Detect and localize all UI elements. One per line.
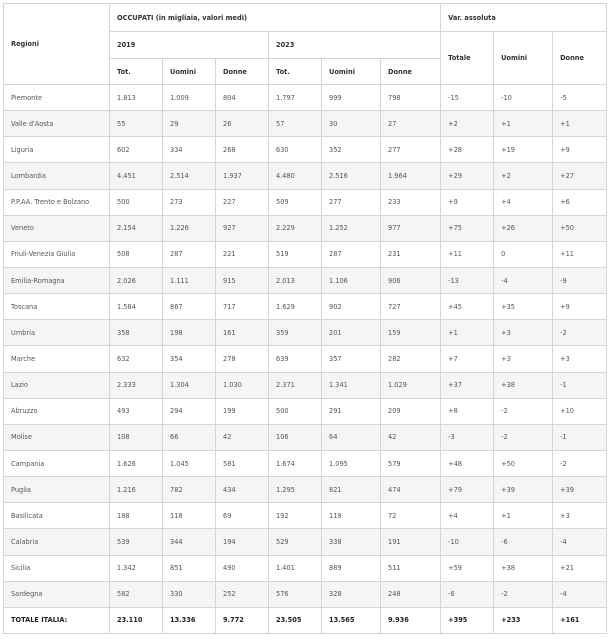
table-row: [4, 320, 607, 346]
value-cell: 1.095: [322, 450, 381, 476]
region-name: Lombardia: [4, 163, 110, 189]
header-2019-uomini: Uomini: [163, 59, 216, 85]
value-cell: 1.937: [216, 163, 269, 189]
value-cell: +6: [553, 189, 607, 215]
value-cell: 252: [216, 581, 269, 607]
value-cell: 108: [110, 424, 163, 450]
value-cell: 4.480: [269, 163, 322, 189]
value-cell: 2.371: [269, 372, 322, 398]
value-cell: 13.336: [163, 607, 216, 633]
value-cell: +3: [494, 320, 553, 346]
table-row: [4, 372, 607, 398]
value-cell: 277: [381, 137, 441, 163]
value-cell: 64: [322, 424, 381, 450]
region-name: TOTALE ITALIA:: [4, 607, 110, 633]
value-cell: 1.029: [381, 372, 441, 398]
region-name: Toscana: [4, 294, 110, 320]
employment-table: [3, 3, 607, 634]
value-cell: 576: [269, 581, 322, 607]
value-cell: 221: [216, 241, 269, 267]
value-cell: 782: [163, 477, 216, 503]
value-cell: 1.342: [110, 555, 163, 581]
region-name: Abruzzo: [4, 398, 110, 424]
value-cell: +50: [553, 215, 607, 241]
region-name: Puglia: [4, 477, 110, 503]
table-row: [4, 137, 607, 163]
region-name: Emilia-Romagna: [4, 267, 110, 293]
value-cell: 821: [322, 477, 381, 503]
value-cell: 227: [216, 189, 269, 215]
value-cell: +39: [494, 477, 553, 503]
value-cell: +26: [494, 215, 553, 241]
value-cell: 539: [110, 529, 163, 555]
value-cell: +29: [441, 163, 494, 189]
value-cell: +59: [441, 555, 494, 581]
value-cell: 198: [163, 320, 216, 346]
table-row: [4, 111, 607, 137]
table-row: [4, 503, 607, 529]
value-cell: +3: [494, 346, 553, 372]
value-cell: 352: [322, 137, 381, 163]
value-cell: 119: [322, 503, 381, 529]
value-cell: 233: [381, 189, 441, 215]
value-cell: 867: [163, 294, 216, 320]
value-cell: -6: [494, 529, 553, 555]
value-cell: 500: [110, 189, 163, 215]
value-cell: 500: [269, 398, 322, 424]
value-cell: 1.009: [163, 85, 216, 111]
value-cell: 474: [381, 477, 441, 503]
value-cell: 13.565: [322, 607, 381, 633]
value-cell: +3: [553, 503, 607, 529]
value-cell: 727: [381, 294, 441, 320]
value-cell: 291: [322, 398, 381, 424]
value-cell: 2.026: [110, 267, 163, 293]
value-cell: +1: [494, 111, 553, 137]
header-var-assoluta: Var. assoluta: [441, 4, 607, 32]
value-cell: 42: [381, 424, 441, 450]
table-row: [4, 241, 607, 267]
value-cell: -1: [553, 424, 607, 450]
value-cell: 199: [216, 398, 269, 424]
value-cell: 977: [381, 215, 441, 241]
value-cell: 358: [110, 320, 163, 346]
value-cell: 118: [163, 503, 216, 529]
region-name: Molise: [4, 424, 110, 450]
value-cell: 581: [216, 450, 269, 476]
value-cell: 191: [381, 529, 441, 555]
value-cell: +9: [441, 189, 494, 215]
value-cell: -15: [441, 85, 494, 111]
value-cell: 30: [322, 111, 381, 137]
region-name: Piemonte: [4, 85, 110, 111]
table-row: [4, 346, 607, 372]
value-cell: 26: [216, 111, 269, 137]
header-2019-tot: Tot.: [110, 59, 163, 85]
value-cell: 902: [322, 294, 381, 320]
value-cell: 1.797: [269, 85, 322, 111]
region-name: P.P.AA. Trento e Bolzano: [4, 189, 110, 215]
region-name: Umbria: [4, 320, 110, 346]
value-cell: +4: [441, 503, 494, 529]
value-cell: 434: [216, 477, 269, 503]
value-cell: +9: [553, 294, 607, 320]
value-cell: 106: [269, 424, 322, 450]
value-cell: +19: [494, 137, 553, 163]
value-cell: 27: [381, 111, 441, 137]
value-cell: 717: [216, 294, 269, 320]
value-cell: 1.226: [163, 215, 216, 241]
region-name: Lazio: [4, 372, 110, 398]
header-var-donne: Donne: [553, 32, 607, 85]
value-cell: 906: [381, 267, 441, 293]
value-cell: 1.629: [269, 294, 322, 320]
value-cell: +3: [553, 346, 607, 372]
value-cell: 277: [322, 189, 381, 215]
value-cell: +2: [494, 163, 553, 189]
region-name: Basilicata: [4, 503, 110, 529]
value-cell: +1: [553, 111, 607, 137]
value-cell: -2: [553, 450, 607, 476]
table-body: [4, 85, 607, 634]
value-cell: 354: [163, 346, 216, 372]
table-row: [4, 215, 607, 241]
table-row: [4, 85, 607, 111]
value-cell: 188: [110, 503, 163, 529]
value-cell: +11: [553, 241, 607, 267]
table-row: [4, 189, 607, 215]
total-row: [4, 607, 607, 633]
value-cell: 2.333: [110, 372, 163, 398]
region-name: Marche: [4, 346, 110, 372]
header-2023-uomini: Uomini: [322, 59, 381, 85]
header-occupati: OCCUPATI (in migliaia, valori medi): [110, 4, 441, 32]
value-cell: 287: [163, 241, 216, 267]
value-cell: -10: [441, 529, 494, 555]
value-cell: +11: [441, 241, 494, 267]
value-cell: +395: [441, 607, 494, 633]
value-cell: +9: [553, 137, 607, 163]
value-cell: 357: [322, 346, 381, 372]
value-cell: 2.516: [322, 163, 381, 189]
value-cell: 201: [322, 320, 381, 346]
value-cell: 9.936: [381, 607, 441, 633]
value-cell: -4: [494, 267, 553, 293]
value-cell: 804: [216, 85, 269, 111]
value-cell: -3: [441, 424, 494, 450]
value-cell: 490: [216, 555, 269, 581]
value-cell: 1.106: [322, 267, 381, 293]
value-cell: 630: [269, 137, 322, 163]
region-name: Friuli-Venezia Giulia: [4, 241, 110, 267]
value-cell: -9: [553, 267, 607, 293]
value-cell: 579: [381, 450, 441, 476]
value-cell: +4: [494, 189, 553, 215]
value-cell: 328: [322, 581, 381, 607]
value-cell: 511: [381, 555, 441, 581]
table-row: [4, 267, 607, 293]
value-cell: 1.584: [110, 294, 163, 320]
value-cell: 344: [163, 529, 216, 555]
value-cell: 915: [216, 267, 269, 293]
value-cell: +37: [441, 372, 494, 398]
value-cell: -4: [553, 529, 607, 555]
value-cell: +7: [441, 346, 494, 372]
region-name: Sardegna: [4, 581, 110, 607]
table-row: [4, 555, 607, 581]
table-row: [4, 477, 607, 503]
region-name: Valle d'Aosta: [4, 111, 110, 137]
value-cell: 194: [216, 529, 269, 555]
table-row: [4, 398, 607, 424]
header-year-2019: 2019: [110, 32, 269, 59]
table-row: [4, 450, 607, 476]
value-cell: 582: [110, 581, 163, 607]
value-cell: 1.626: [110, 450, 163, 476]
value-cell: 69: [216, 503, 269, 529]
value-cell: 889: [322, 555, 381, 581]
value-cell: 1.045: [163, 450, 216, 476]
value-cell: 23.505: [269, 607, 322, 633]
value-cell: +38: [494, 372, 553, 398]
value-cell: +45: [441, 294, 494, 320]
value-cell: 798: [381, 85, 441, 111]
value-cell: 248: [381, 581, 441, 607]
value-cell: 509: [269, 189, 322, 215]
value-cell: +1: [494, 503, 553, 529]
value-cell: 268: [216, 137, 269, 163]
value-cell: -5: [553, 85, 607, 111]
region-name: Sicilia: [4, 555, 110, 581]
value-cell: 29: [163, 111, 216, 137]
value-cell: +39: [553, 477, 607, 503]
value-cell: +75: [441, 215, 494, 241]
header-year-2023: 2023: [269, 32, 441, 59]
header-2023-tot: Tot.: [269, 59, 322, 85]
header-regioni: Regioni: [4, 4, 110, 85]
value-cell: 999: [322, 85, 381, 111]
header-2019-donne: Donne: [216, 59, 269, 85]
value-cell: 273: [163, 189, 216, 215]
value-cell: 231: [381, 241, 441, 267]
value-cell: 209: [381, 398, 441, 424]
header-2023-donne: Donne: [381, 59, 441, 85]
value-cell: 1.401: [269, 555, 322, 581]
value-cell: +8: [441, 398, 494, 424]
value-cell: 9.772: [216, 607, 269, 633]
value-cell: +38: [494, 555, 553, 581]
value-cell: 508: [110, 241, 163, 267]
value-cell: +10: [553, 398, 607, 424]
value-cell: 2.154: [110, 215, 163, 241]
value-cell: -2: [553, 320, 607, 346]
value-cell: 1.813: [110, 85, 163, 111]
value-cell: 66: [163, 424, 216, 450]
region-name: Veneto: [4, 215, 110, 241]
value-cell: -10: [494, 85, 553, 111]
value-cell: 159: [381, 320, 441, 346]
table-row: [4, 294, 607, 320]
value-cell: -4: [553, 581, 607, 607]
table-row: [4, 529, 607, 555]
value-cell: 330: [163, 581, 216, 607]
value-cell: 927: [216, 215, 269, 241]
value-cell: +48: [441, 450, 494, 476]
value-cell: 282: [381, 346, 441, 372]
value-cell: 72: [381, 503, 441, 529]
value-cell: 493: [110, 398, 163, 424]
value-cell: +2: [441, 111, 494, 137]
value-cell: 639: [269, 346, 322, 372]
value-cell: 632: [110, 346, 163, 372]
value-cell: 602: [110, 137, 163, 163]
table-row: [4, 581, 607, 607]
value-cell: -1: [553, 372, 607, 398]
value-cell: 2.013: [269, 267, 322, 293]
value-cell: 1.111: [163, 267, 216, 293]
value-cell: 57: [269, 111, 322, 137]
value-cell: 55: [110, 111, 163, 137]
value-cell: 1.674: [269, 450, 322, 476]
value-cell: +28: [441, 137, 494, 163]
region-name: Calabria: [4, 529, 110, 555]
value-cell: +233: [494, 607, 553, 633]
region-name: Campania: [4, 450, 110, 476]
value-cell: +35: [494, 294, 553, 320]
value-cell: 42: [216, 424, 269, 450]
value-cell: 4.451: [110, 163, 163, 189]
value-cell: 278: [216, 346, 269, 372]
value-cell: 2.229: [269, 215, 322, 241]
header-var-uomini: Uomini: [494, 32, 553, 85]
value-cell: +27: [553, 163, 607, 189]
value-cell: 1.252: [322, 215, 381, 241]
value-cell: -13: [441, 267, 494, 293]
value-cell: 1.295: [269, 477, 322, 503]
value-cell: 294: [163, 398, 216, 424]
value-cell: 287: [322, 241, 381, 267]
header-var-totale: Totale: [441, 32, 494, 85]
value-cell: -6: [441, 581, 494, 607]
value-cell: 161: [216, 320, 269, 346]
value-cell: 1.216: [110, 477, 163, 503]
value-cell: 338: [322, 529, 381, 555]
value-cell: 1.964: [381, 163, 441, 189]
value-cell: 1.030: [216, 372, 269, 398]
region-name: Liguria: [4, 137, 110, 163]
value-cell: 0: [494, 241, 553, 267]
value-cell: 23.110: [110, 607, 163, 633]
value-cell: 359: [269, 320, 322, 346]
value-cell: 529: [269, 529, 322, 555]
value-cell: +50: [494, 450, 553, 476]
value-cell: 192: [269, 503, 322, 529]
value-cell: +79: [441, 477, 494, 503]
table-row: [4, 424, 607, 450]
value-cell: 851: [163, 555, 216, 581]
value-cell: +161: [553, 607, 607, 633]
value-cell: 2.514: [163, 163, 216, 189]
value-cell: -2: [494, 398, 553, 424]
value-cell: 1.341: [322, 372, 381, 398]
value-cell: +21: [553, 555, 607, 581]
value-cell: 1.304: [163, 372, 216, 398]
value-cell: +1: [441, 320, 494, 346]
value-cell: -2: [494, 581, 553, 607]
table-row: [4, 163, 607, 189]
value-cell: 519: [269, 241, 322, 267]
value-cell: 334: [163, 137, 216, 163]
value-cell: -2: [494, 424, 553, 450]
